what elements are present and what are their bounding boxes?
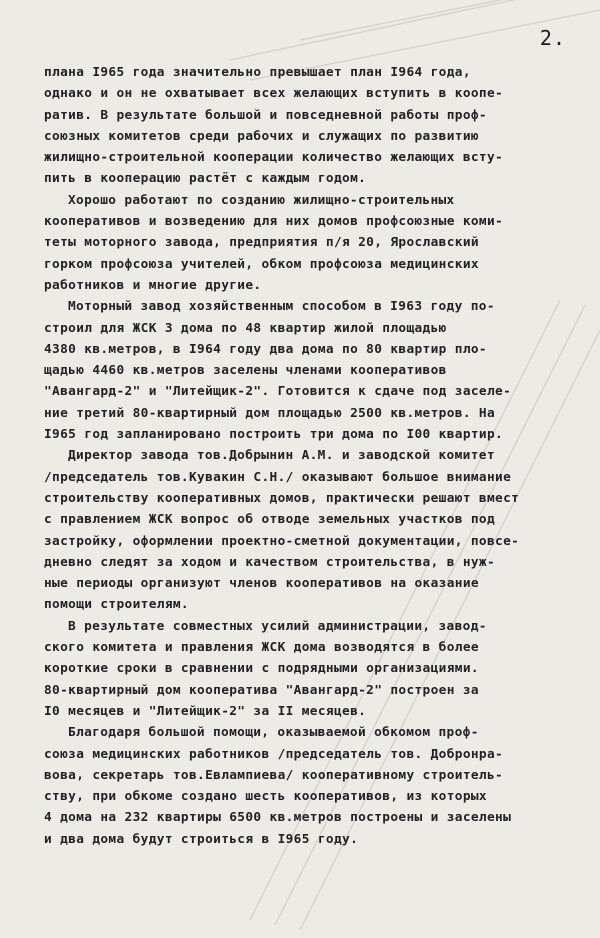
text-line: 80-квартирный дом кооператива "Авангард-2" построен за	[44, 682, 479, 698]
text-line: ние третий 80-квартирный дом площадью 2500 кв.метров. На	[44, 405, 496, 421]
text-line: Моторный завод хозяйственным способом в I963 году по-	[68, 299, 495, 315]
text-line: щадью 4460 кв.метров заселены членами кооперативов	[44, 363, 447, 379]
text-line: дневно следят за ходом и качеством строительства, в нуж-	[44, 554, 496, 570]
text-line: горком профсоюза учителей, обком профсоюза медицинских	[44, 256, 479, 272]
text-line: строительству кооперативных домов, практически решают вмест	[44, 490, 520, 506]
text-line: I965 год запланировано построить три дома по I00 квартир.	[44, 427, 504, 443]
paragraph	[44, 722, 584, 850]
text-line: "Авангард-2" и "Литейщик-2". Готовится к сдаче под заселе-	[44, 384, 512, 400]
text-line: /председатель тов.Кувакин С.Н./ оказывают большое внимание	[44, 469, 512, 485]
text-line: I0 месяцев и "Литейщик-2" за II месяцев.	[44, 703, 367, 719]
text-line: ского комитета и правления ЖСК дома возводятся в более	[44, 640, 479, 656]
text-line: вова, секретарь тов.Евлампиева/ кооперативному строитель-	[44, 767, 504, 783]
text-line: Директор завода тов.Добрынин А.М. и заводской комитет	[68, 448, 495, 464]
text-line: 4380 кв.метров, в I964 году два дома по 80 квартир пло-	[44, 341, 487, 357]
text-line: ству, при обкоме создано шесть кооперативов, из которых	[44, 789, 487, 805]
page-number: 2.	[539, 26, 566, 50]
text-line: жилищно-строительной кооперации количество желающих всту-	[44, 150, 504, 166]
text-line: плана I965 года значительно превышает план I964 года,	[44, 65, 471, 80]
text-line: строил для ЖСК 3 дома по 48 квартир жилой площадью	[44, 320, 447, 336]
text-line: пить в кооперацию растёт с каждым годом.	[44, 171, 367, 187]
text-line: ратив. В результате большой и повседневной работы проф-	[44, 107, 487, 123]
text-line: Благодаря большой помощи, оказываемой обкомом проф-	[68, 725, 479, 741]
paragraph	[44, 616, 584, 722]
text-line: короткие сроки в сравнении с подрядными организациями.	[44, 661, 479, 677]
paragraph	[44, 296, 584, 445]
text-line: помощи строителям.	[44, 597, 189, 613]
text-line: застройку, оформлении проектно-сметной документации, повсе-	[44, 533, 520, 549]
paragraph	[44, 190, 584, 296]
text-line: В результате совместных усилий администрации, завод-	[68, 618, 487, 634]
text-line: 4 дома на 232 квартиры 6500 кв.метров построены и заселены	[44, 810, 512, 826]
text-line: однако и он не охватывает всех желающих вступить в коопе-	[44, 86, 504, 102]
text-line: союзных комитетов среди рабочих и служащих по развитию	[44, 128, 479, 144]
text-line: с правлением ЖСК вопрос об отводе земельных участков под	[44, 512, 496, 528]
paragraph	[44, 445, 584, 615]
text-line: кооперативов и возведению для них домов профсоюзные коми-	[44, 214, 504, 230]
document-body	[44, 62, 584, 850]
text-line: союза медицинских работников /председатель тов. Добронра-	[44, 746, 504, 762]
text-line: и два дома будут строиться в I965 году.	[44, 831, 359, 847]
text-line: работников и многие другие.	[44, 277, 262, 293]
text-line: ные периоды организуют членов кооперативов на оказание	[44, 576, 479, 592]
paragraph	[44, 62, 584, 190]
text-line: теты моторного завода, предприятия п/я 20, Ярославский	[44, 235, 479, 251]
text-line: Хорошо работают по созданию жилищно-строительных	[68, 192, 455, 208]
